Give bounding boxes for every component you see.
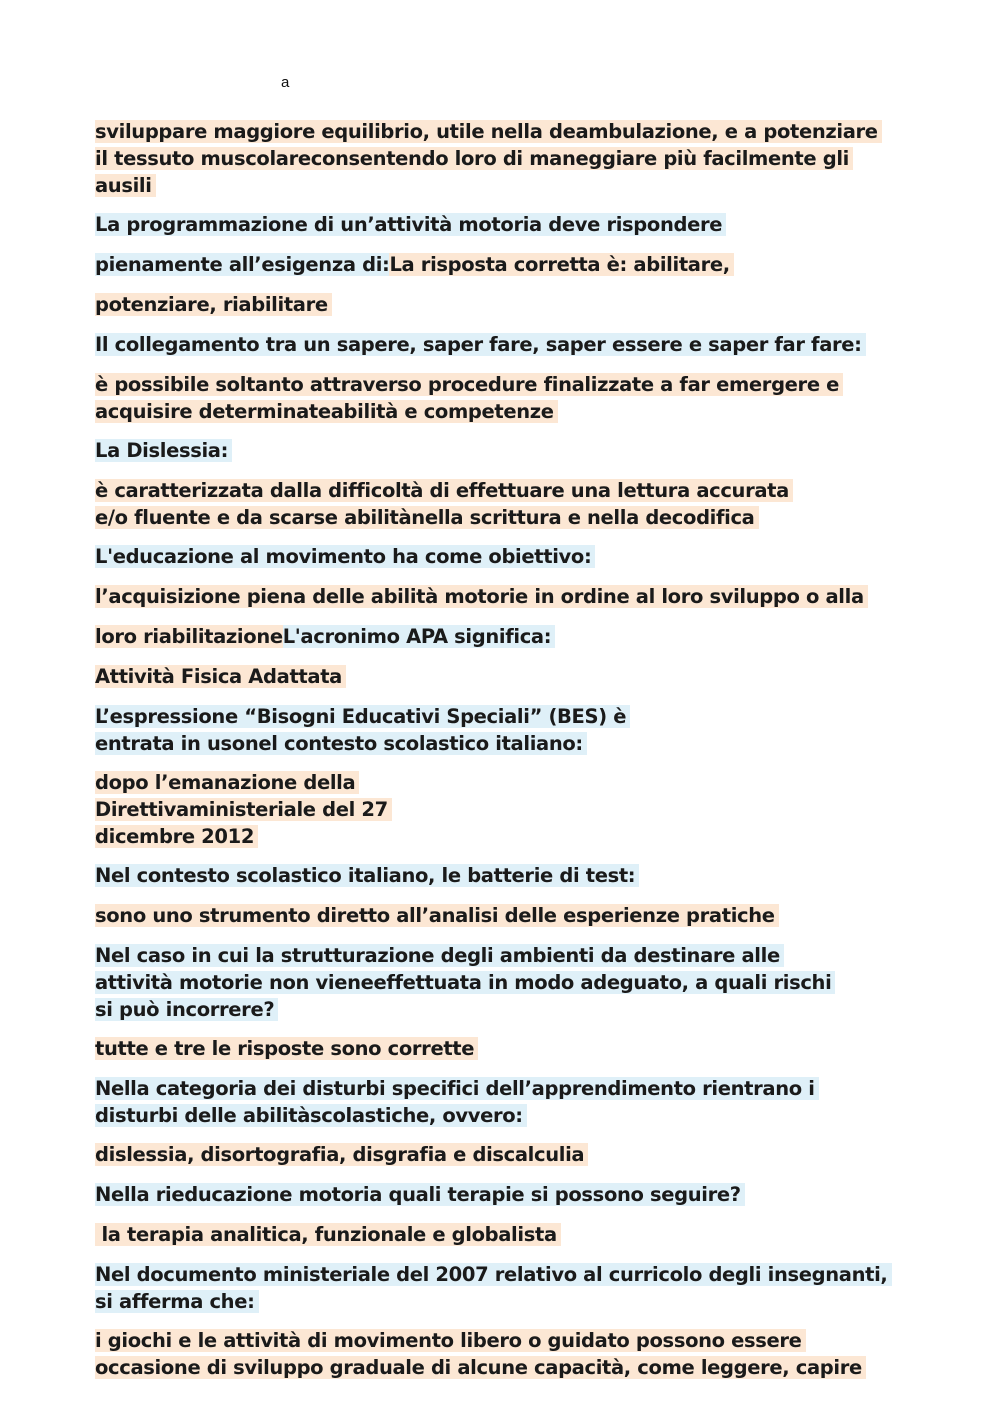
question-text: L'acronimo APA significa: — [283, 625, 555, 648]
question-text: La Dislessia: — [95, 439, 232, 462]
answer-paragraph — [95, 1035, 915, 1062]
answer-paragraph — [95, 902, 915, 929]
answer-paragraph — [95, 477, 825, 531]
question-paragraph — [95, 1181, 915, 1208]
question-paragraph — [95, 543, 915, 570]
answer-text: potenziare, riabilitare — [95, 293, 332, 316]
answer-text: loro riabilitazione — [95, 625, 283, 648]
question-text: L’espressione “Bisogni Educativi Speciali” (BES) è — [95, 705, 630, 728]
answer-text: sviluppare maggiore equilibrio, utile nella deambulazione, e a potenziare il tessuto muscolareconsentendo loro di maneggiare più facilmente gli ausili — [95, 120, 882, 197]
answer-paragraph — [95, 1141, 915, 1168]
question-paragraph — [95, 211, 915, 238]
question-text: entrata in usonel contesto scolastico italiano: — [95, 732, 587, 755]
answer-paragraph — [95, 118, 895, 199]
answer-text: Direttivaministeriale del 27 — [95, 798, 392, 821]
question-text: Nella rieducazione motoria quali terapie si possono seguire? — [95, 1183, 745, 1206]
question-text: Il collegamento tra un sapere, saper fare, saper essere e saper far fare: — [95, 333, 866, 356]
question-text: L'educazione al movimento ha come obiettivo: — [95, 545, 595, 568]
answer-text: l’acquisizione piena delle abilità motorie in ordine al loro sviluppo o alla — [95, 585, 868, 608]
answer-text: Attività Fisica Adattata — [95, 665, 346, 688]
answer-paragraph — [95, 663, 915, 690]
answer-text: i giochi e le attività di movimento libero o guidato possono essere occasione di sviluppo graduale di alcune capacità, come leggere, capire — [95, 1329, 866, 1379]
answer-paragraph — [95, 583, 915, 610]
question-text: Nel caso in cui la strutturazione degli ambienti da destinare alle attività motorie non vieneeffettuata in modo adeguato, a quali rischi si può incorrere? — [95, 944, 835, 1021]
page-header-tiny-text — [480, 0, 520, 6]
question-text: Nel documento ministeriale del 2007 relativo al curricolo degli insegnanti, si afferma che: — [95, 1263, 892, 1313]
question-text: Nel contesto scolastico italiano, le batterie di test: — [95, 864, 639, 887]
mixed-paragraph — [95, 623, 915, 650]
answer-text: la terapia analitica, funzionale e globalista — [95, 1223, 561, 1246]
answer-text: sono uno strumento diretto all’analisi delle esperienze pratiche — [95, 904, 779, 927]
question-text: Nella categoria dei disturbi specifici dell’apprendimento rientrano i disturbi delle abilitàscolastiche, ovvero: — [95, 1077, 819, 1127]
question-paragraph — [95, 942, 855, 1023]
answer-paragraph — [95, 371, 840, 425]
answer-text: è caratterizzata dalla difficoltà di effettuare una lettura accurata e/o fluente e da scarse abilitànella scrittura e nella decodifica — [95, 479, 793, 529]
answer-text: dislessia, disortografia, disgrafia e discalculia — [95, 1143, 588, 1166]
answer-paragraph — [95, 291, 915, 318]
question-text: pienamente all’esigenza di: — [95, 253, 390, 276]
answer-text: è possibile soltanto attraverso procedure finalizzate a far emergere e acquisire determinateabilità e competenze — [95, 373, 843, 423]
mixed-paragraph — [95, 251, 915, 278]
answer-text: dopo l’emanazione della — [95, 771, 359, 794]
question-paragraph — [95, 862, 915, 889]
answer-paragraph — [95, 1221, 915, 1248]
question-paragraph — [95, 331, 915, 358]
question-paragraph — [95, 1261, 905, 1315]
answer-text: tutte e tre le risposte sono corrette — [95, 1037, 478, 1060]
answer-text: La risposta corretta è: abilitare, — [389, 253, 733, 276]
question-paragraph — [95, 437, 915, 464]
answer-paragraph — [95, 769, 915, 850]
question-paragraph — [95, 703, 915, 757]
question-text: La programmazione di un’attività motoria deve rispondere — [95, 213, 726, 236]
question-paragraph — [95, 1075, 815, 1129]
document-body — [95, 118, 915, 1381]
page-marker: a — [281, 74, 290, 91]
answer-paragraph — [95, 1327, 870, 1381]
answer-text: dicembre 2012 — [95, 825, 258, 848]
